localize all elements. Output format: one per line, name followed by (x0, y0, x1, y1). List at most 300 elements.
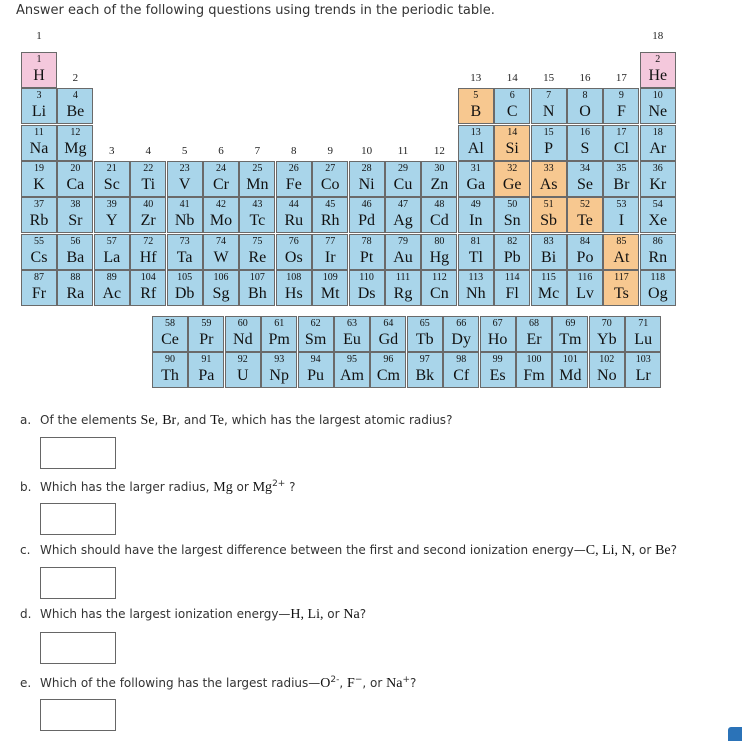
element-symbol: Pa (198, 367, 215, 384)
element-symbol: Nb (174, 212, 195, 230)
element-Yb (589, 316, 625, 352)
question-b: b. Which has the larger radius, Mg or $Mg^{2+}$ ? (20, 479, 296, 495)
element-Cs (21, 234, 57, 270)
atomic-number: 59 (201, 318, 212, 329)
element-symbol: Og (648, 284, 668, 302)
element-Au (385, 234, 421, 270)
atomic-number: 43 (252, 199, 263, 211)
element-Sm (298, 316, 334, 352)
group-label: 18 (652, 30, 664, 42)
element-symbol: Sc (103, 175, 120, 193)
element-symbol: Rf (140, 284, 157, 302)
atomic-number: 30 (434, 162, 445, 174)
atomic-number: 71 (638, 318, 649, 329)
atomic-number: 113 (468, 271, 484, 283)
element-symbol: Hs (284, 284, 303, 302)
element-Fl (494, 270, 530, 306)
element-Cr (203, 161, 239, 197)
atomic-number: 82 (507, 235, 518, 247)
element-Mc (531, 270, 567, 306)
atomic-number: 111 (395, 271, 411, 283)
element-symbol: Au (393, 248, 413, 266)
atomic-number: 47 (398, 199, 408, 211)
element-symbol: V (178, 175, 191, 193)
atomic-number: 57 (106, 235, 117, 247)
atomic-number: 35 (616, 162, 627, 174)
atomic-number: 76 (288, 235, 299, 247)
atomic-number: 95 (347, 354, 357, 365)
group-label: 7 (254, 144, 261, 157)
element-symbol: Ti (141, 175, 156, 193)
element-symbol: Ts (613, 284, 629, 302)
element-U (225, 352, 261, 388)
element-Pm (261, 316, 297, 352)
element-Ru (276, 197, 312, 233)
element-symbol: Dy (451, 331, 471, 348)
element-H (21, 52, 57, 88)
atomic-number: 63 (347, 318, 357, 329)
answer-e-input[interactable] (40, 699, 116, 731)
element-As (531, 161, 567, 197)
element-Ni (349, 161, 385, 197)
element-Co (312, 161, 348, 197)
atomic-number: 9 (618, 90, 624, 102)
element-symbol: Bi (541, 248, 557, 266)
element-symbol: Ne (648, 103, 668, 121)
element-symbol: At (613, 248, 630, 266)
atomic-number: 92 (237, 354, 248, 365)
answer-d-input[interactable] (40, 632, 116, 664)
element-Cd (421, 197, 457, 233)
atomic-number: 18 (652, 126, 663, 138)
element-No (589, 352, 625, 388)
atomic-number: 118 (650, 271, 666, 283)
element-Ag (385, 197, 421, 233)
element-W (203, 234, 239, 270)
element-symbol: Gd (378, 331, 399, 348)
element-Ra (57, 270, 93, 306)
element-Ac (94, 270, 130, 306)
element-symbol: Tl (468, 248, 483, 266)
element-Am (334, 352, 370, 388)
element-Md (552, 352, 588, 388)
atomic-number: 52 (580, 199, 590, 211)
element-symbol: Mg (64, 139, 87, 157)
element-Mo (203, 197, 239, 233)
element-Np (261, 352, 297, 388)
atomic-number: 3 (36, 90, 42, 102)
element-symbol: Lr (635, 367, 651, 384)
element-symbol: Mt (320, 284, 340, 302)
element-symbol: Pm (268, 331, 290, 348)
element-symbol: Cd (430, 212, 449, 230)
atomic-number: 20 (70, 162, 81, 174)
element-Nh (458, 270, 494, 306)
element-Eu (334, 316, 370, 352)
element-symbol: Ag (393, 212, 413, 230)
element-Ir (312, 234, 348, 270)
element-Nd (225, 316, 261, 352)
atomic-number: 66 (456, 318, 467, 329)
element-symbol: Mo (209, 212, 233, 230)
atomic-number: 51 (543, 199, 554, 211)
element-V (167, 161, 203, 197)
atomic-number: 103 (635, 354, 651, 365)
element-N (531, 88, 567, 124)
atomic-number: 101 (562, 354, 578, 365)
element-symbol: Eu (343, 331, 361, 348)
element-symbol: H (33, 67, 45, 84)
atomic-number: 83 (543, 235, 554, 247)
element-Pt (349, 234, 385, 270)
answer-c-input[interactable] (40, 567, 116, 599)
atomic-number: 4 (72, 90, 78, 102)
element-symbol: O (579, 103, 591, 121)
element-La (94, 234, 130, 270)
atomic-number: 99 (492, 354, 503, 365)
element-Cu (385, 161, 421, 197)
element-symbol: B (470, 103, 482, 121)
atomic-number: 14 (507, 126, 518, 138)
element-C (494, 88, 530, 124)
element-symbol: Pr (199, 331, 214, 348)
element-Tc (239, 197, 275, 233)
group-label: 16 (579, 72, 591, 85)
element-Y (94, 197, 130, 233)
element-Sg (203, 270, 239, 306)
element-symbol: Rg (393, 284, 413, 302)
element-symbol: Mn (246, 175, 269, 193)
element-symbol: Cr (213, 175, 229, 193)
group-label: 15 (543, 72, 555, 85)
periodic-table (21, 30, 676, 390)
atomic-number: 62 (310, 318, 321, 329)
element-symbol: Th (161, 367, 179, 384)
question-a: a. Of the elements Se, Br, and Te, which has the largest atomic radius? (20, 413, 453, 428)
group-label: 9 (327, 144, 333, 157)
element-symbol: Lv (576, 284, 594, 302)
atomic-number: 31 (470, 162, 481, 174)
atomic-number: 13 (470, 126, 481, 138)
atomic-number: 77 (325, 235, 336, 247)
atomic-number: 84 (580, 235, 590, 247)
atomic-number: 46 (361, 199, 372, 211)
atomic-number: 25 (252, 162, 263, 174)
atomic-number: 87 (34, 271, 44, 283)
element-symbol: Sb (540, 212, 558, 230)
element-Cf (443, 352, 479, 388)
element-Es (480, 352, 516, 388)
answer-a-input[interactable] (40, 437, 116, 469)
element-symbol: Ra (66, 284, 85, 302)
element-Hg (421, 234, 457, 270)
atomic-number: 73 (179, 235, 190, 247)
element-symbol: U (237, 367, 249, 384)
element-Ta (167, 234, 203, 270)
element-symbol: P (544, 139, 554, 157)
atomic-number: 85 (616, 235, 627, 247)
element-I (603, 197, 639, 233)
element-symbol: F (616, 103, 626, 121)
element-symbol: Nd (233, 331, 253, 348)
element-symbol: Xe (648, 212, 668, 230)
group-label: 1 (36, 30, 42, 42)
question-c: c. Which should have the largest difference between the first and second ionization energy—C, Li, N, or Be? (20, 543, 677, 558)
atomic-number: 94 (310, 354, 321, 365)
atomic-number: 27 (325, 162, 336, 174)
element-symbol: Rn (648, 248, 668, 266)
element-Lr (625, 352, 661, 388)
atomic-number: 50 (507, 199, 518, 211)
group-label: 8 (291, 144, 297, 157)
atomic-number: 55 (34, 235, 44, 247)
atomic-number: 75 (252, 235, 263, 247)
atomic-number: 2 (655, 54, 661, 65)
atomic-number: 40 (143, 199, 154, 211)
atomic-number: 117 (614, 271, 629, 283)
element-Li (21, 88, 57, 124)
element-Mg (57, 125, 93, 161)
atomic-number: 10 (652, 90, 663, 102)
element-B (458, 88, 494, 124)
element-Fm (516, 352, 552, 388)
atomic-number: 39 (106, 199, 117, 211)
element-Er (516, 316, 552, 352)
element-symbol: Bh (248, 284, 267, 302)
element-symbol: Ac (102, 284, 122, 302)
element-symbol: W (213, 248, 229, 266)
element-symbol: Hf (139, 248, 157, 266)
element-Na (21, 125, 57, 161)
element-symbol: Pd (358, 212, 376, 230)
element-Lv (567, 270, 603, 306)
group-label: 4 (145, 144, 151, 157)
element-symbol: He (648, 67, 668, 84)
element-Te (567, 197, 603, 233)
element-Pd (349, 197, 385, 233)
atomic-number: 15 (543, 126, 554, 138)
element-At (603, 234, 639, 270)
element-Bh (239, 270, 275, 306)
help-widget[interactable] (728, 727, 742, 741)
element-Ga (458, 161, 494, 197)
atomic-number: 112 (432, 271, 447, 283)
element-Os (276, 234, 312, 270)
element-symbol: Cm (376, 367, 400, 384)
element-symbol: Pb (503, 248, 521, 266)
atomic-number: 17 (616, 126, 627, 138)
atomic-number: 108 (286, 271, 302, 283)
element-Nb (167, 197, 203, 233)
atomic-number: 16 (580, 126, 590, 138)
element-Bi (531, 234, 567, 270)
atomic-number: 24 (216, 162, 226, 174)
element-symbol: Ca (66, 175, 85, 193)
atomic-number: 74 (216, 235, 226, 247)
element-symbol: Lu (634, 331, 653, 348)
element-symbol: Co (320, 175, 340, 193)
atomic-number: 12 (70, 126, 81, 138)
element-symbol: Ru (284, 212, 304, 230)
atomic-number: 60 (237, 318, 248, 329)
element-Db (167, 270, 203, 306)
atomic-number: 116 (577, 271, 593, 283)
element-symbol: Ge (502, 175, 522, 193)
atomic-number: 86 (652, 235, 663, 247)
element-symbol: Nh (466, 284, 486, 302)
element-symbol: Br (613, 175, 630, 193)
element-symbol: Zn (430, 175, 449, 193)
atomic-number: 109 (322, 271, 338, 283)
atomic-number: 115 (541, 271, 556, 283)
atomic-number: 89 (106, 271, 117, 283)
element-symbol: Tb (415, 331, 434, 348)
element-Kr (640, 161, 676, 197)
atomic-number: 61 (274, 318, 285, 329)
atomic-number: 28 (361, 162, 372, 174)
element-Ds (349, 270, 385, 306)
element-symbol: Zr (140, 212, 156, 230)
atomic-number: 26 (288, 162, 299, 174)
element-P (531, 125, 567, 161)
atomic-number: 58 (165, 318, 175, 329)
element-symbol: Re (248, 248, 267, 266)
element-symbol: C (506, 103, 518, 121)
answer-b-input[interactable] (40, 503, 116, 535)
element-Pa (188, 352, 224, 388)
atomic-number: 64 (383, 318, 394, 329)
element-symbol: Np (269, 367, 289, 384)
instructions: Answer each of the following questions using trends in the periodic table. (16, 3, 495, 18)
element-Tl (458, 234, 494, 270)
atomic-number: 88 (70, 271, 81, 283)
element-Cm (370, 352, 406, 388)
element-Si (494, 125, 530, 161)
element-symbol: Cf (453, 367, 470, 384)
atomic-number: 38 (70, 199, 81, 211)
element-Pr (188, 316, 224, 352)
atomic-number: 97 (419, 354, 430, 365)
element-symbol: Pu (307, 367, 325, 384)
element-symbol: Ba (66, 248, 85, 266)
element-Be (57, 88, 93, 124)
atomic-number: 107 (249, 271, 265, 283)
element-symbol: Er (526, 331, 542, 348)
element-symbol: Po (576, 248, 594, 266)
atomic-number: 5 (473, 90, 479, 102)
element-symbol: Sg (212, 284, 230, 302)
atomic-number: 37 (34, 199, 44, 211)
element-symbol: Be (66, 103, 85, 121)
element-K (21, 161, 57, 197)
atomic-number: 45 (325, 199, 336, 211)
element-symbol: Tm (559, 331, 582, 348)
element-Ne (640, 88, 676, 124)
element-Ca (57, 161, 93, 197)
atomic-number: 53 (616, 199, 627, 211)
element-Rb (21, 197, 57, 233)
element-symbol: Tc (249, 212, 266, 230)
atomic-number: 54 (652, 199, 663, 211)
element-symbol: Ds (357, 284, 376, 302)
element-symbol: Sn (503, 212, 521, 230)
element-In (458, 197, 494, 233)
atomic-number: 49 (470, 199, 481, 211)
element-symbol: Al (467, 139, 484, 157)
element-symbol: In (469, 212, 483, 230)
element-symbol: S (580, 139, 590, 157)
element-symbol: Rh (320, 212, 340, 230)
element-symbol: Ga (466, 175, 486, 193)
atomic-number: 78 (361, 235, 372, 247)
element-Rf (130, 270, 166, 306)
element-Fr (21, 270, 57, 306)
element-symbol: Cs (30, 248, 48, 266)
element-symbol: Cn (430, 284, 449, 302)
group-label: 17 (615, 72, 627, 85)
atomic-number: 96 (383, 354, 394, 365)
atomic-number: 41 (179, 199, 190, 211)
element-symbol: Ce (161, 331, 179, 348)
element-S (567, 125, 603, 161)
group-label: 10 (361, 144, 373, 157)
atomic-number: 69 (565, 318, 576, 329)
element-Pu (298, 352, 334, 388)
element-symbol: La (103, 248, 121, 266)
element-symbol: Rb (29, 212, 49, 230)
element-Th (152, 352, 188, 388)
element-symbol: Cu (393, 175, 413, 193)
element-symbol: Am (340, 367, 364, 384)
element-symbol: As (539, 175, 558, 193)
element-Ce (152, 316, 188, 352)
element-Al (458, 125, 494, 161)
element-symbol: Bk (415, 367, 435, 384)
element-Po (567, 234, 603, 270)
atomic-number: 6 (509, 90, 515, 102)
element-symbol: K (33, 175, 45, 193)
element-symbol: Os (284, 248, 303, 266)
atomic-number: 67 (492, 318, 503, 329)
element-symbol: Fl (505, 284, 519, 302)
atomic-number: 56 (70, 235, 81, 247)
group-label: 14 (506, 72, 518, 85)
element-symbol: N (542, 103, 555, 121)
element-Rh (312, 197, 348, 233)
element-Ti (130, 161, 166, 197)
atomic-number: 106 (213, 271, 229, 283)
group-label: 13 (470, 72, 482, 85)
element-Dy (443, 316, 479, 352)
element-Rg (385, 270, 421, 306)
element-Tb (407, 316, 443, 352)
element-symbol: Md (559, 367, 582, 384)
element-Se (567, 161, 603, 197)
group-label: 5 (181, 144, 188, 157)
element-Mn (239, 161, 275, 197)
element-symbol: Mc (537, 284, 560, 302)
element-Lu (625, 316, 661, 352)
element-Sc (94, 161, 130, 197)
element-Xe (640, 197, 676, 233)
element-Bk (407, 352, 443, 388)
element-Re (239, 234, 275, 270)
element-symbol: Se (577, 175, 593, 193)
atomic-number: 29 (398, 162, 408, 174)
atomic-number: 93 (274, 354, 285, 365)
element-symbol: Ar (649, 139, 667, 157)
group-label: 11 (397, 144, 409, 157)
